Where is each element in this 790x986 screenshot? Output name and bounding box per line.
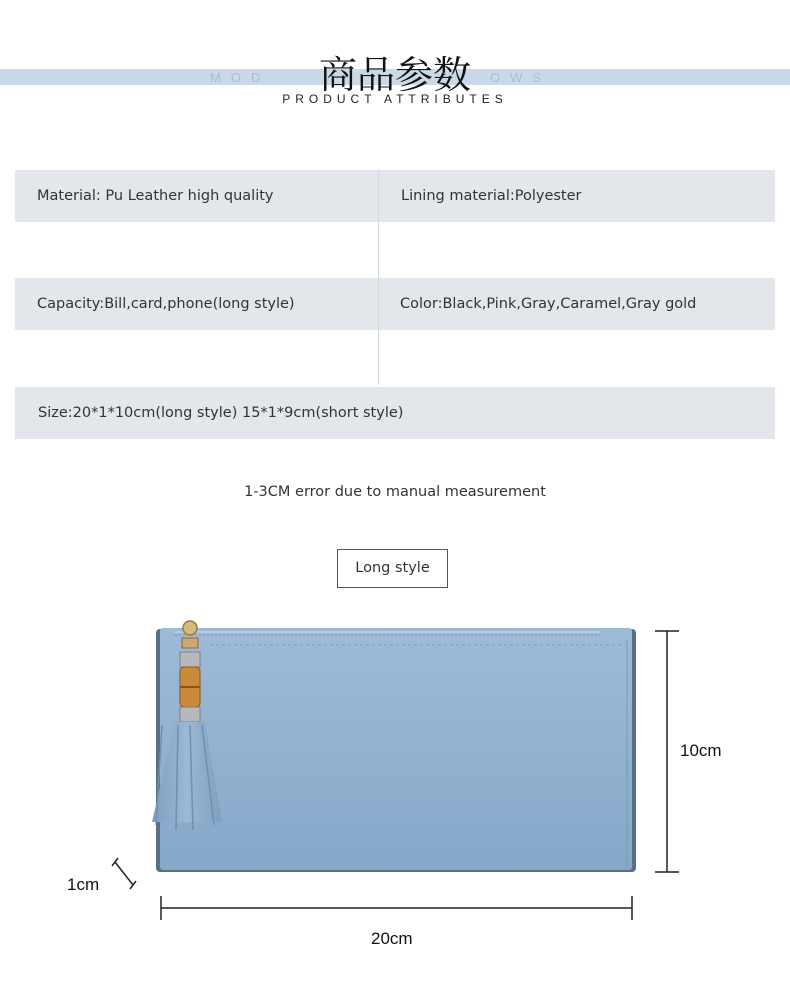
header-ghost-text-right: OWS	[490, 70, 552, 85]
attribute-color: Color:Black,Pink,Gray,Caramel,Gray gold	[400, 296, 697, 312]
style-label-box: Long style	[337, 549, 448, 588]
attribute-material: Material: Pu Leather high quality	[37, 188, 274, 204]
attribute-size: Size:20*1*10cm(long style) 15*1*9cm(short style)	[38, 405, 404, 421]
wallet-body	[156, 628, 636, 872]
dimension-depth-label: 1cm	[67, 875, 100, 894]
attribute-capacity: Capacity:Bill,card,phone(long style)	[37, 296, 295, 312]
dimension-height-label: 10cm	[680, 741, 722, 760]
page-title: 商品参数	[318, 53, 471, 97]
measurement-note: 1-3CM error due to manual measurement	[244, 484, 546, 500]
header-ghost-text-left: MOD	[210, 70, 271, 85]
height-dimension-line	[655, 631, 679, 872]
attribute-lining: Lining material:Polyester	[401, 188, 582, 204]
dimension-width-label: 20cm	[371, 929, 413, 948]
page-subtitle: PRODUCT ATTRIBUTES	[282, 92, 508, 106]
depth-dimension-line	[112, 858, 136, 889]
width-dimension-line	[161, 896, 632, 920]
